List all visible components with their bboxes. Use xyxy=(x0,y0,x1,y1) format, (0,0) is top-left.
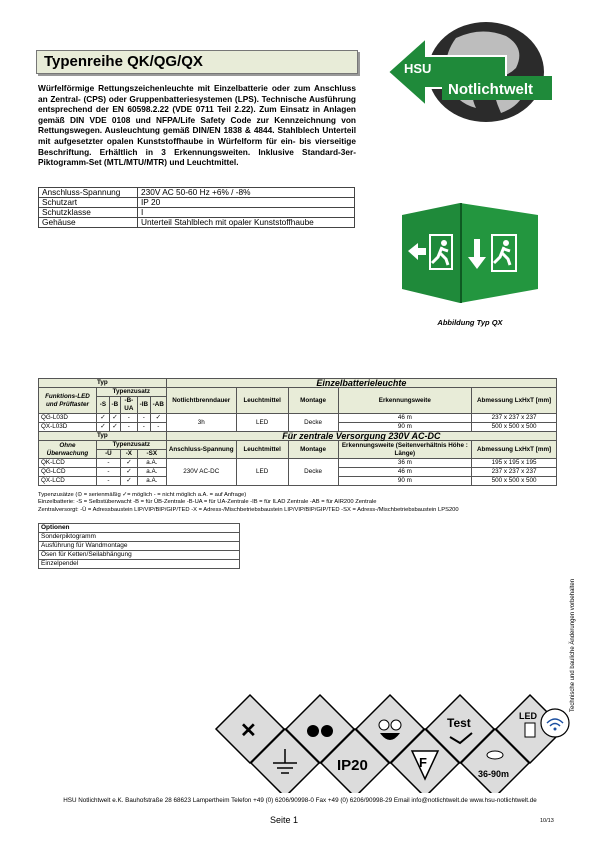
spec-row xyxy=(39,188,355,198)
ew-cell: 46 m xyxy=(338,468,472,477)
col-leuchtmittel: Leuchtmittel xyxy=(236,441,288,459)
col-abmessung: Abmessung LxHxT [mm] xyxy=(472,441,557,459)
led-label: LED xyxy=(519,711,537,721)
zusatz-cell: a.A. xyxy=(137,459,166,468)
lm-cell: LED xyxy=(236,414,288,432)
page-title: Typenreihe QK/QG/QX xyxy=(44,53,203,70)
ew-cell: 90 m xyxy=(338,423,472,432)
f-label: F xyxy=(419,755,427,770)
zusatz-cell: - xyxy=(120,423,137,432)
zusatz-cell: - xyxy=(120,414,137,423)
type-cell: QK-LCD xyxy=(39,459,97,468)
zusatz-head: -X xyxy=(120,450,137,459)
col-notlichtbrenndauer: Notlichtbrenndauer xyxy=(166,388,236,414)
page-number: Seite 1 xyxy=(270,815,299,825)
zusatz-cell: ✓ xyxy=(150,414,166,423)
note-einzelbatterie: Einzelbatterie: -S = Selbstüberwacht -B = für ÜB-Zentrale -B-UA = für UA-Zentrale -IB = für ILAD Zentrale -AB = für AIR200 Zentrale xyxy=(38,499,377,506)
option-item: Einzelpendel xyxy=(39,560,240,569)
runner-icon xyxy=(503,240,509,246)
lm-cell: LED xyxy=(236,459,288,486)
type-notes xyxy=(38,492,557,514)
zusatz-head: -AB xyxy=(150,397,166,414)
footer-address: HSU Notlichtwelt e.K. Bauhofstraße 28 68623 Lampertheim Telefon +49 (0) 6206/90998-0 Fax +49 (0) 6206/90998-29 Email info@notlichtwelt.de www.hsu-notlichtwelt.de xyxy=(63,797,537,804)
options-table xyxy=(38,523,240,569)
test-label: Test xyxy=(447,716,471,730)
spec-row xyxy=(39,198,355,208)
option-item: Ösen für Ketten/Seilabhängung xyxy=(39,551,240,560)
section-heading-zentral: Für zentrale Versorgung 230V AC-DC xyxy=(166,432,556,441)
range-label: 36-90m xyxy=(478,769,510,779)
option-item: Ausführung für Wandmontage xyxy=(39,542,240,551)
col-leuchtmittel: Leuchtmittel xyxy=(236,388,288,414)
zusatz-head: -S xyxy=(96,397,109,414)
nbd-cell: 3h xyxy=(166,414,236,432)
photo-caption: Abbildung Typ QX xyxy=(437,318,503,327)
section-heading-einzelbatterie: Einzelbatterieleuchte xyxy=(166,379,556,388)
hsu-logo xyxy=(386,18,556,126)
note-legend: Typenzusätze (⊙ = serienmäßig ✓= möglich - = nicht möglich a.A. = auf Anfrage) xyxy=(38,492,247,498)
mont-cell: Decke xyxy=(288,459,338,486)
feature-icons xyxy=(210,693,570,793)
note-zentralversorgt: Zentralversorgt: -Ü = Adressbaustein LIP/VIP/BIP/GIP/TED -X = Adress-/Mischbetriebsbaustein LIP/VIP/BIP/GIP/TED -SX = Adress-/Mischbetriebsbaustein LPS200 xyxy=(38,506,459,513)
zusatz-cell: ✓ xyxy=(120,477,137,486)
spec-key: Anschluss-Spannung xyxy=(39,188,138,198)
typ-header: Typ xyxy=(39,379,167,388)
abm-cell: 500 x 500 x 500 xyxy=(472,423,557,432)
col-ohne-ueberwachung: Ohne Überwachung xyxy=(39,441,97,459)
zusatz-cell: - xyxy=(150,423,166,432)
zusatz-head: -SX xyxy=(137,450,166,459)
option-item: Sonderpiktogramm xyxy=(39,533,240,542)
abm-cell: 237 x 237 x 237 xyxy=(472,414,557,423)
spec-value: Unterteil Stahlblech mit opaler Kunststoffhaube xyxy=(138,218,355,228)
zusatz-cell: ✓ xyxy=(120,468,137,477)
col-funktions-led: Funktions-LED und Prüftaster xyxy=(39,388,97,414)
col-typenzusatz: Typenzusatz xyxy=(96,388,166,397)
zusatz-cell: - xyxy=(96,477,120,486)
zusatz-cell: - xyxy=(137,423,150,432)
zusatz-head: -B xyxy=(109,397,120,414)
ip-label: IP20 xyxy=(337,757,368,774)
table-row xyxy=(39,414,557,423)
zusatz-head: -B-UA xyxy=(120,397,137,414)
zusatz-cell: - xyxy=(137,414,150,423)
zusatz-head: -IB xyxy=(137,397,150,414)
typ-header: Typ xyxy=(39,432,167,441)
spec-value: 230V AC 50-60 Hz +6% / -8% xyxy=(138,188,355,198)
zusatz-cell: a.A. xyxy=(137,477,166,486)
spec-table xyxy=(38,187,355,228)
an-cell: 230V AC-DC xyxy=(166,459,236,486)
ew-cell: 90 m xyxy=(338,477,472,486)
ew-cell: 46 m xyxy=(338,414,472,423)
spec-value: IP 20 xyxy=(138,198,355,208)
zusatz-cell: - xyxy=(96,459,120,468)
zusatz-cell: ✓ xyxy=(96,423,109,432)
col-erkennungsweite: Erkennungsweite (Seitenverhältnis Höhe : Länge) xyxy=(338,441,472,459)
side-note: Technische und bauliche Änderungen vorbehalten xyxy=(570,578,576,712)
ew-cell: 36 m xyxy=(338,459,472,468)
spec-row xyxy=(39,218,355,228)
zusatz-cell: ✓ xyxy=(96,414,109,423)
zusatz-head: -Ü xyxy=(96,450,120,459)
spec-row xyxy=(39,208,355,218)
col-typenzusatz: Typenzusatz xyxy=(96,441,166,450)
col-montage: Montage xyxy=(288,441,338,459)
type-cell: QG-L03D xyxy=(39,414,97,423)
spec-key: Schutzart xyxy=(39,198,138,208)
spec-key: Schutzklasse xyxy=(39,208,138,218)
table-row xyxy=(39,459,557,468)
abm-cell: 195 x 195 x 195 xyxy=(472,459,557,468)
spec-key: Gehäuse xyxy=(39,218,138,228)
abm-cell: 500 x 500 x 500 xyxy=(472,477,557,486)
options-heading: Optionen xyxy=(39,524,240,533)
zusatz-cell: ✓ xyxy=(109,423,120,432)
col-montage: Montage xyxy=(288,388,338,414)
page-code: 10/13 xyxy=(540,818,554,824)
spec-value: I xyxy=(138,208,355,218)
type-cell: QX-LCD xyxy=(39,477,97,486)
logo-text-hsu: HSU xyxy=(404,61,432,76)
zusatz-cell: - xyxy=(96,468,120,477)
type-cell: QX-L03D xyxy=(39,423,97,432)
abm-cell: 237 x 237 x 237 xyxy=(472,468,557,477)
col-abmessung: Abmessung LxHxT [mm] xyxy=(472,388,557,414)
mont-cell: Decke xyxy=(288,414,338,432)
product-table xyxy=(38,378,557,486)
col-erkennungsweite: Erkennungsweite xyxy=(338,388,472,414)
zusatz-cell: a.A. xyxy=(137,468,166,477)
zusatz-cell: ✓ xyxy=(120,459,137,468)
zusatz-cell: ✓ xyxy=(109,414,120,423)
svg-text:✕: ✕ xyxy=(240,720,257,742)
product-description: Würfelförmige Rettungszeichenleuchte mit Einzelbatterie oder zum Anschluss an Zentral- (CPS) oder Gruppenbatteriesystemen (LPS). Technische Ausführung entsprechend der EN 60598.2.22 (VDE 0711 Teil 2.22). Zum Einsatz in Anlagen gemäß DIN VDE 0108 und NFPA/Life Safety Code zur Kennzeichnung von Rettungswegen. Ausleuchtung gemäß DIN/EN 1838 & 4844. Stahlblech Unterteil mit aufgesetzter opalen Kunststoffhaube in Würfelform für ein- bis vierseitige Beschriftung. Erhältlich in 3 Erkennungsweiten. Inklusive Standard-3er-Piktogramm-Set (MTL/MTU/MTR) und Leuchtmittel. xyxy=(38,83,356,168)
type-cell: QG-LCD xyxy=(39,468,97,477)
col-anschluss: Anschluss-Spannung xyxy=(166,441,236,459)
logo-text-notlichtwelt: Notlichtwelt xyxy=(448,81,533,98)
product-photo xyxy=(402,203,538,313)
runner-icon xyxy=(441,240,447,246)
